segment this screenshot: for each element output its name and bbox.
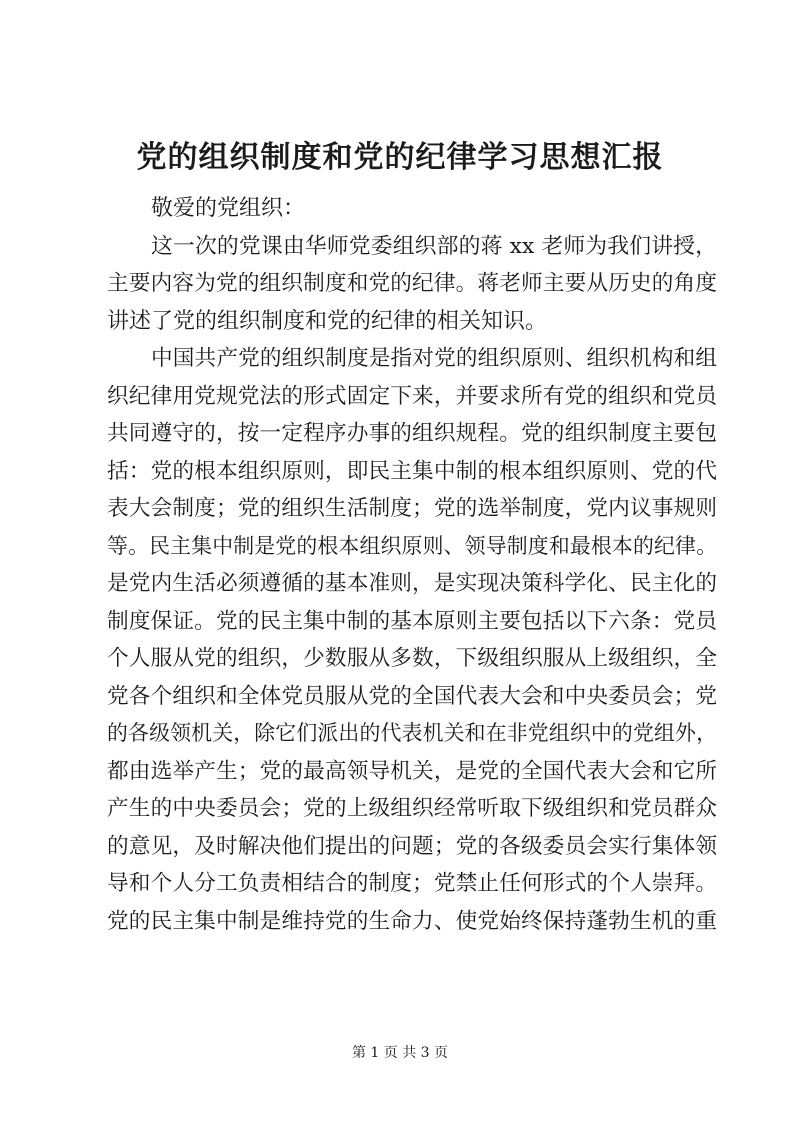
paragraph-line: 产生的中央委员会；党的上级组织经常听取下级组织和党员群众 [107,796,717,821]
paragraph-line: 织纪律用党规党法的形式固定下来，并要求所有党的组织和党员 [107,383,717,409]
paragraph-line: 共同遵守的，按一定程序办事的组织规程。党的组织制度主要包 [107,421,717,446]
paragraph-line: 表大会制度；党的组织生活制度；党的选举制度，党内议事规则 [107,496,717,521]
page-number-footer: 第 1 页 共 3 页 [351,1045,449,1061]
paragraph-line: 中国共产党的组织制度是指对党的组织原则、组织机构和组 [151,346,717,371]
document-body [107,190,717,940]
paragraph-line: 制度保证。党的民主集中制的基本原则主要包括以下六条：党员 [107,608,717,634]
paragraph-line: 导和个人分工负责相结合的制度；党禁止任何形式的个人崇拜。 [107,871,717,896]
paragraph-line: 的各级领机关，除它们派出的代表机关和在非党组织中的党组外， [107,721,717,745]
salutation-line: 敬爱的党组织： [151,196,306,221]
paragraph-line: 等。民主集中制是党的根本组织原则、领导制度和最根本的纪律。 [107,533,717,558]
paragraph-line: 这一次的党课由华师党委组织部的蒋 xx 老师为我们讲授， [151,233,717,259]
paragraph-line: 是党内生活必须遵循的基本准则，是实现决策科学化、民主化的 [107,571,717,596]
paragraph-line: 党的民主集中制是维持党的生命力、使党始终保持蓬勃生机的重 [107,908,717,934]
paragraph-line: 讲述了党的组织制度和党的纪律的相关知识。 [107,308,548,334]
paragraph-line: 个人服从党的组织，少数服从多数，下级组织服从上级组织，全 [107,646,717,671]
document-title: 党的组织制度和党的纪律学习思想汇报 [136,140,664,175]
paragraph-line: 都由选举产生；党的最高领导机关，是党的全国代表大会和它所 [107,758,717,784]
paragraph-line: 的意见，及时解决他们提出的问题；党的各级委员会实行集体领 [107,833,717,859]
paragraph-line: 党各个组织和全体党员服从党的全国代表大会和中央委员会；党 [107,683,717,709]
paragraph-line: 括：党的根本组织原则，即民主集中制的根本组织原则、党的代 [107,458,717,484]
paragraph-line: 主要内容为党的组织制度和党的纪律。蒋老师主要从历史的角度 [107,271,717,296]
